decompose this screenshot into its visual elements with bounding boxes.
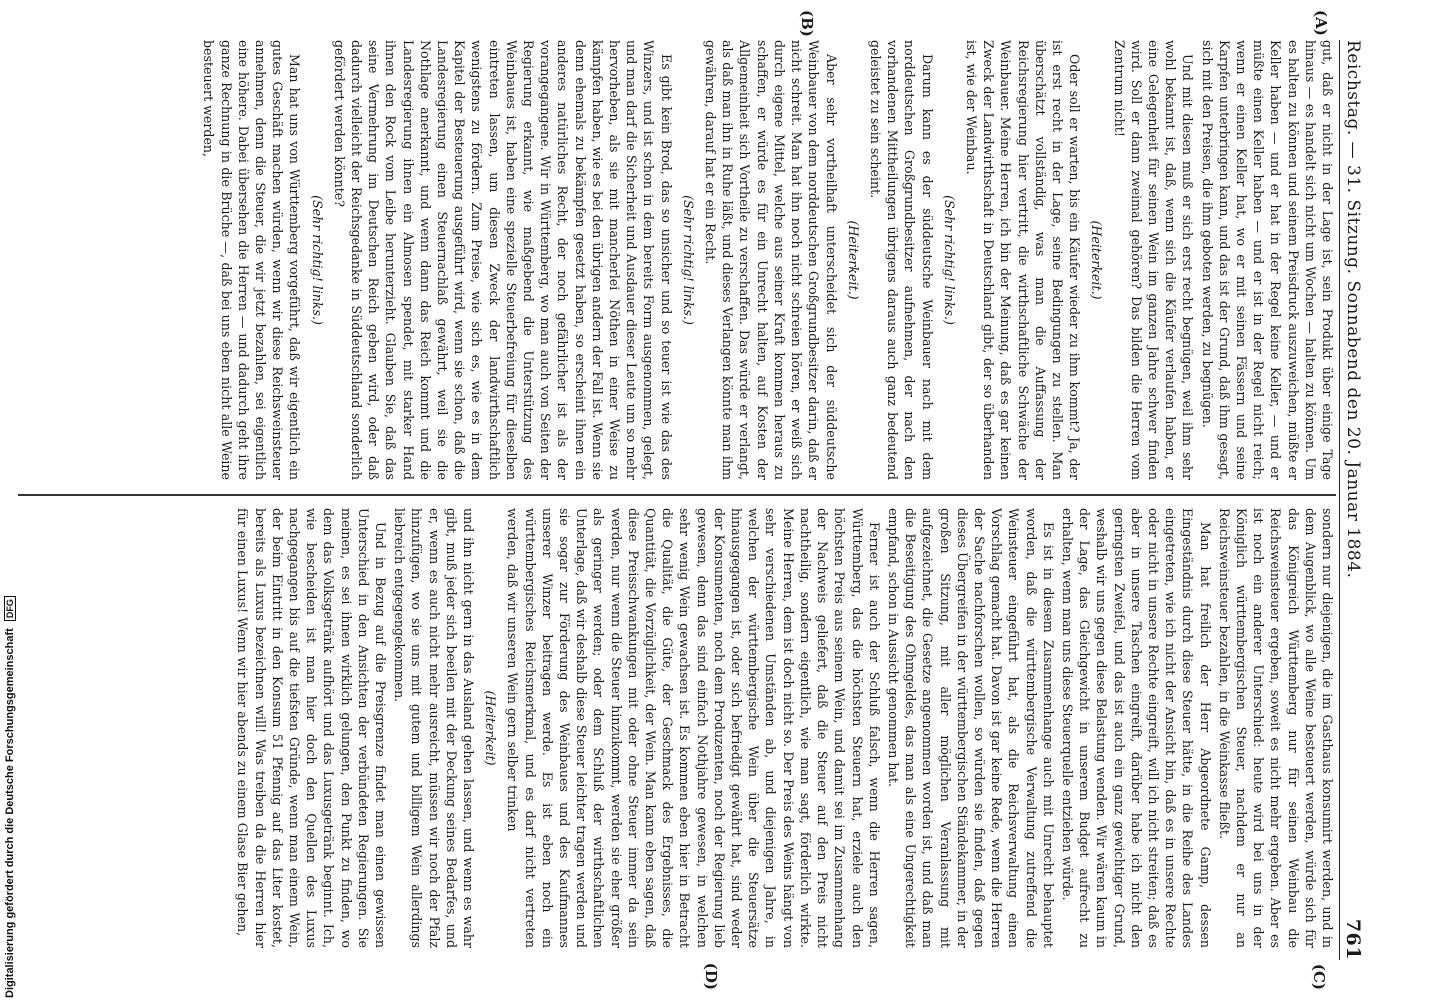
paragraph: Und in Bezug auf die Preisgrenze findet man einen gewissen Unterschied in den Ansichten der verbündeten Regierungen. Sie meinen, es sei ihnen wirklich gelungen, den Punkt zu finden, wo dem das Volksgetränk aufhört und das Luxusgetränk beginnt. Ich, wie bescheiden ist man hier doch den Quellen des Luxus nachgegangen bis auf die tiefsten Gründe, wenn man einem Wein, der beim Eintritt in den Konsum 51 Pfennig auf das Liter kostet, bereits als Luxus bezeichnen will! Was treiben da die Herren hier für einen Luxus! Wenn wir hier abends zu einem Glase Bier gehen, xyxy=(235,508,389,948)
page-header xyxy=(1339,40,1366,960)
paragraph: Aber sehr vortheilhaft unterscheidet sich der süddeutsche Weinbauer von dem norddeutschen Großgrundbesitzer darin, daß er nicht schreit. Man hat ihn noch nicht schreien hören, er weiß sich durch eigene Mittel, welche aus seiner Kraft kommen heraus zu schaffen, er würde es für ein Unrecht halten, auf Kosten der Allgemeinheit sich Vortheile zu verschaffen. Das würde er verlangt, als daß man ihn in Ruhe läßt, und dieses Verlangen könnte man ihm gewähren, darauf hat er ein Recht. xyxy=(703,40,839,480)
margin-marker-b: (B) xyxy=(798,10,816,37)
margin-marker-d: (D) xyxy=(702,962,720,990)
interjection: (Sehr richtig! links.) xyxy=(309,195,325,325)
paragraph: Und mit diesen muß er sich erst recht begnügen, weil ihm sehr wohl bekannt ist, daß, wenn sich die Käufer verlaufen haben, er eine Gelegenheit für seinen Wein im ganzen Jahre schwer finden wird. Soll er dann zweimal gehören? Das bilden die Herren vom Zentrum nicht! xyxy=(1111,40,1196,480)
paragraph: Es gibt kein Brod, das so unsicher und so teuer ist wie das des Winzers, und ist schon in dem bereits Form ausgenommen, gelegt, und man darf die Sicherheit und Ausdauer dieser Leute um so mehr hervorheben, als sie mit mancherlei Nöthen in einer Weise zu kämpfen haben, wie es bei den übrigen andern der Fall ist. Wenn sie denn ehemals zu bekämpfen gesetzt haben, so erscheint ihnen ein anderes natürliches Recht, der noch gefährlicher ist als der vorangegangene. Wir in Württemberg, wo man auch von Seiten der Regierung erkannt, wie maßgebend die Unterstützung des Weinbaues ist, haben eine spezielle Steuerbefreiung für dieselben eintreten lassen, um diesen Zweck der landwirthschaftlich wenigstens zu fördern. Zum Preise, wie sich es, wie es in dem Kapitel der Besteuerung ausgeführt wird, wenn sie schon, daß die Landesregierung einen Steuernachlaß gewährt, weil sie die Nothlage anerkannt, und wenn dann das Reich kommt und die Landesregierung ihnen ein Almosen spendet, mit starker Hand ihnen den Rock vom Leibe herunterzieht. Glauben Sie, daß das seine Vermehrung im Deutschen Reich geben wird, oder daß dadurch vielleicht der Reichsgedanke in Süddeutschland sonderlich gefördert werden könnte? xyxy=(331,40,674,480)
dfg-logo: DFG xyxy=(4,596,16,621)
left-column xyxy=(18,40,1336,480)
paragraph: und ihn nicht gern in das Ausland gehen lassen, und wenn es wahr gibt, muß jeder sich beeilen mit der Deckung seines Bedarfes, und er, wenn es auch nicht mehr ausreicht, müssen wir noch der Pfalz hinzufügen, wo sie uns mit gutem und billigem Wein allerdings liebreich entgegengekommen. xyxy=(392,508,477,948)
paragraph: Es ist in diesem Zusammenhange auch mit Unrecht behauptet worden, daß die württembergische Verwaltung zutreffend die Weinsteuer eingeführt hat, als die Reichsverwaltung einen Vorschlag gemacht hat. Davon ist gar keine Rede, wenn die Herren der Sache nachforschen wollen, so würden sie finden, daß gegen dieses Übergreifen in der württembergischen Ständekammer, in der großen Sitzung, mit aller möglichen Veranlassung mit aufgezeichnet, die Gesetze angenommen worden ist, und daß man die Beseitigung des Ohmgeldes, das man als eine Ungerechtigkeit empfand, schon in Aussicht genommen hat. xyxy=(885,508,1056,948)
right-column xyxy=(18,508,1336,948)
interjection: (Heiterkeit.) xyxy=(845,220,861,300)
columns xyxy=(18,10,1336,990)
interjection: (Sehr richtig! links.) xyxy=(680,195,696,325)
interjection: (Heiterkeit.) xyxy=(1089,220,1105,300)
paragraph: Darum kann es der süddeutsche Weinbauer nach mit dem norddeutschen Großgrundbesitzer aufnehmen, der nach den vorhandenen Mittheilungen übrigens daraus auch ganz bedeutend geleistet zu sein scheint. xyxy=(867,40,935,480)
paragraph: Man hat uns von Württemberg vorgeführt, daß wir eigentlich ein gutes Geschäft machen würden, wenn wir diese Reichsweinsteuer annehmen, denn die Steuer, die wir jetzt bezahlen, sei eigentlich eine höhere. Dabei übersehen die Herren — und dadurch geht ihre ganze Rechnung in die Brüche —, daß bei uns eben nicht alle Weine besteuert werden, xyxy=(201,40,303,480)
page-number: 761 xyxy=(1342,918,1364,960)
interjection: (Heiterkeit) xyxy=(483,690,499,766)
paragraph: gut, daß er nicht in der Lage ist, sein Produkt über einige Tage hinaus — es handelt sich nicht um Wochen — halten zu können. Um es halten zu können und seinem Preisdruck auszuweichen, müßte er Keller haben — und er hat in der Regel keine Keller, — und er müßte einen Keller haben — und er ist in der Regel nicht reich; wenn er einen Keller hat, wo er mit seinen Fässern und seine Karpfen unterbringen kann, und das ist der Grund, daß ihm gesagt, sich mit den Preisen, die ihm geboten werden, zu begnügen. xyxy=(1199,40,1335,480)
margin-marker-a: (A) xyxy=(1312,10,1330,36)
paragraph: Ferner ist auch der Schluß falsch, wenn die Herren sagen, Württemberg, das die höchsten Steuern hat, erziele auch den höchsten Preis aus seinem Wein, und damit sei im Zusammenhang der Nachweis geliefert, daß die Steuer auf den Preis nicht nachtheilig, sondern eigentlich, wie man sagt, förderlich wirkte. Meine Herren, dem ist doch nicht so. Der Preis des Weins hängt von sehr verschiedenen Umständen ab, und diejenigen Jahre, in welchen der württembergische Wein über die Steuersätze hinausgegangen ist, oder sich befriedigt gewährt hat, sind weder der Konsumenten, noch dem Produzenten, noch der Regierung lieb gewesen, denn das sind einfach Nothjahre gewesen, in welchen sehr wenig Wein gewachsen ist. Es kommen eben hier in Betracht die Qualität, die Güte, der Geschmack des Ergebnisses, die Quantität, die Vorzüglichkeit, der Wein. Man kann eben sagen, daß diese Preisschwankungen mit oder ohne Steuer immer da sein werden, nur wenn die Steuer hinzukommt, werden sie eher größer als geringer werden; oder dem Schluß der wirthschaftlichen Unterlage, daß wir deshalb diese Steuer leichter tragen werden und sie sogar zur Förderung des Weinbaues und des Kaufmannes unserer Winzer beitragen werde. Es ist eben noch ein württembergisches Reichsmerkmal, und es darf nicht vertreten werden, daß wir unseren Wein gern selber trinken xyxy=(505,508,882,948)
credit-text: Digitalisierung gefördert durch die Deutsche Forschungsgemeinschaft xyxy=(4,628,16,998)
header-title: Reichstag. — 31. Sitzung. Sonnabend den 20. Januar 1884. xyxy=(1343,40,1363,579)
column-divider xyxy=(18,494,1336,496)
interjection: (Sehr richtig! links.) xyxy=(941,195,957,325)
digitization-credit xyxy=(4,596,16,998)
paragraph: Man hat freilich der Herr Abgeordnete Gamp, dessen Eingeständnis durch diese Steuer hätte, in die Reihe des Landes eingetreten, wie ich nicht der Ansicht bin, daß es in unsere Rechte oder nicht in unsere Rechte eingreift, will ich nicht streiten; daß es aber in unsere Taschen eingreift, darüber habe ich nicht den geringsten Zweifel, und das ist auch ein ganz gewichtiger Grund, weshalb wir uns gegen diese Belastung wenden. Wir wären kaum in der Lage, das Gleichgewicht in unserem Budget aufrecht zu erhalten, wenn man uns diese Steuerquelle entziehen würde. xyxy=(1059,508,1213,948)
paragraph: Oder soll er warten, bis ein Käufer wieder zu ihm kommt? Ja, der ist erst recht in der Lage, seine Bedingungen zu stellen. Man überschätzt vollständig, was man die Auffassung der Reichsregierung hier vertritt, die wirthschaftliche Schwäche der Weinbauer. Meine Herren, ich bin der Meinung, daß es gar keinen Zweck der Landwirthschaft in Deutschland gibt, der so überhanden ist, wie der Weinbau. xyxy=(963,40,1083,480)
paragraph: sondern nur diejenigen, die im Gasthaus konsumirt werden, und in dem Augenblick, wo alle Weine besteuert werden, würde sich für das Königreich Württemberg nur für seinen Weinbau die Reichsweinsteuer ergeben, soweit es nicht mehr ergeben. Aber es ist noch ein anderer Unterschied: heute wird bei uns in der Königlich württembergischen Steuer, nachdem er nur an Reichsweinsteuer bezahlen, in die Weinkasse fließt. xyxy=(1216,508,1335,948)
margin-marker-c: (C) xyxy=(1310,963,1328,990)
